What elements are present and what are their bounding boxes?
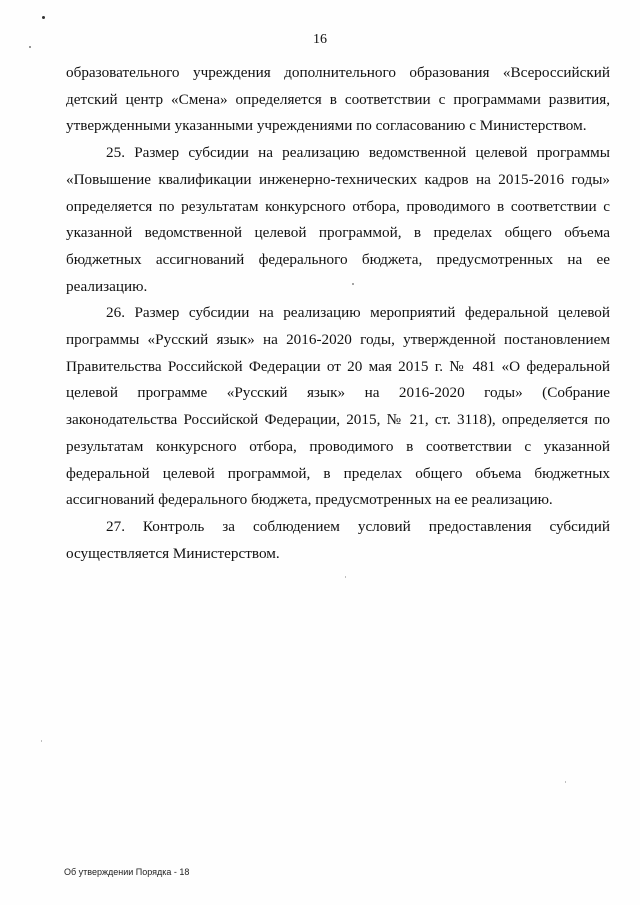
scan-speck [42,16,45,19]
page-footer: Об утверждении Порядка - 18 [64,867,190,877]
scan-speck [41,740,42,742]
scan-speck [565,781,566,783]
document-body [66,60,610,567]
paragraph-item-27: 27. Контроль за соблюдением условий предоставления субсидий осуществляется Министерством. [66,517,610,562]
paragraph-item-26: 26. Размер субсидии на реализацию мероприятий федеральной целевой программы «Русский язык» на 2016-2020 годы, утвержденной постановлением Правительства Российской Федерации от 20 мая 2015 г. № 481 «О федеральной целевой программе «Русский язык» на 2016-2020 годы» (Собрание законодательства Российской Федерации, 2015, № 21, ст. 3118), определяется по результатам конкурсного отбора, проводимого в соответствии с указанной федеральной целевой программой, в пределах общего объема бюджетных ассигнований федерального бюджета, предусмотренных на ее реализацию. [66,304,610,509]
paragraph-continuation: образовательного учреждения дополнительного образования «Всероссийский детский центр «Смена» определяется в соответствии с программами развития, утвержденными указанными учреждениями по согласованию с Министерством. [66,64,610,135]
page-number: 16 [313,32,327,47]
paragraph-item-25: 25. Размер субсидии на реализацию ведомственной целевой программы «Повышение квалификации инженерно-технических кадров на 2015-2016 годы» определяется по результатам конкурсного отбора, проводимого в соответствии с указанной ведомственной целевой программой, в пределах общего объема бюджетных ассигнований федерального бюджета, предусмотренных на ее реализацию. [66,144,610,295]
scan-speck [345,576,346,578]
